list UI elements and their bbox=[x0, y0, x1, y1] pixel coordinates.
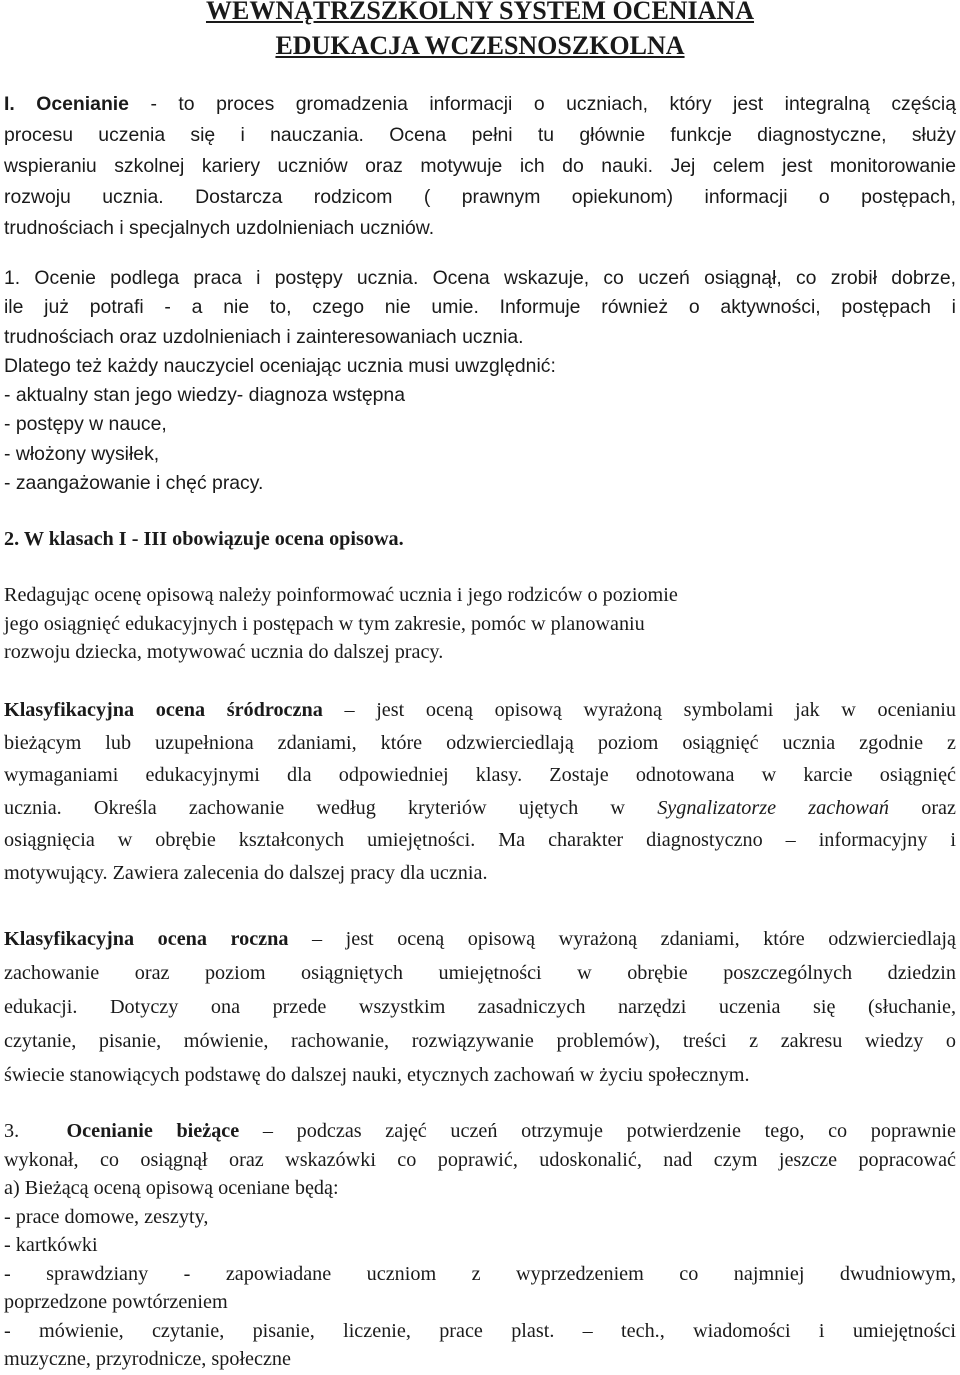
srodroczna-paragraph bbox=[4, 694, 956, 889]
roczna-line-3: edukacji. Dotyczy ona przede wszystkim zasadniczych narzędzi uczenia się (słuchanie, bbox=[4, 996, 956, 1018]
section-2-line-1: Redagując ocenę opisową należy poinformować ucznia i jego rodziców o poziomie bbox=[4, 584, 678, 606]
section-i-line-4: rozwoju ucznia. Dostarcza rodzicom ( prawnym opiekunom) informacji o postępach, bbox=[4, 186, 956, 208]
section-i-paragraph bbox=[4, 89, 956, 244]
sygnalizator-reference: Sygnalizatorze zachowań bbox=[657, 796, 890, 819]
section-3-line-1: 3. Ocenianie bieżące – podczas zajęć uczeń otrzymuje potwierdzenie tego, co poprawnie bbox=[4, 1120, 956, 1142]
roczna-paragraph bbox=[4, 922, 956, 1092]
list-item: - postępy w nauce, bbox=[4, 413, 167, 436]
section-2-line-2: jego osiągnięć edukacyjnych i postępach w tym zakresie, pomóc w planowaniu bbox=[4, 612, 645, 635]
section-1-line-1: 1. Ocenie podlega praca i postępy ucznia. Ocena wskazuje, co uczeń osiągnął, co zrobił dobrze, bbox=[4, 267, 956, 289]
section-2-paragraph bbox=[4, 581, 956, 667]
list-item-continuation: muzyczne, przyrodnicze, społeczne bbox=[4, 1348, 291, 1370]
section-i-line-1: I. Ocenianie - to proces gromadzenia informacji o uczniach, który jest integralną częścią bbox=[4, 93, 956, 115]
list-item-continuation: poprzedzone powtórzeniem bbox=[4, 1291, 228, 1313]
list-item: - zaangażowanie i chęć pracy. bbox=[4, 472, 264, 495]
list-item: - sprawdziany - zapowiadane uczniom z wyprzedzeniem co najmniej dwudniowym, bbox=[4, 1262, 956, 1285]
srodroczna-line-2: bieżącym lub uzupełniona zdaniami, które odzwierciedlają poziom osiągnięć ucznia zgodnie z bbox=[4, 731, 956, 754]
section-2-heading: 2. W klasach I - III obowiązuje ocena opisowa. bbox=[4, 528, 404, 550]
document-subtitle: EDUKACJA WCZESNOSZKOLNA bbox=[275, 31, 685, 60]
section-1-line-2: ile już potrafi - a nie to, czego nie umie. Informuje również o aktywności, postępach i bbox=[4, 296, 956, 319]
roczna-line-1: Klasyfikacyjna ocena roczna – jest oceną opisową wyrażoną zdaniami, które odzwierciedlają bbox=[4, 928, 956, 950]
section-i-term: Ocenianie bbox=[36, 93, 129, 115]
section-2-line-3: rozwoju dziecka, motywować ucznia do dalszej pracy. bbox=[4, 641, 444, 663]
roczna-line-5: świecie stanowiących podstawę do dalszej nauki, etycznych zachowań w życiu społecznym. bbox=[4, 1064, 750, 1086]
section-3-line-2: wykonał, co osiągnął oraz wskazówki co poprawić, udoskonalić, nad czym jeszcze popracować bbox=[4, 1148, 956, 1171]
section-3-term: Ocenianie bieżące bbox=[66, 1120, 240, 1142]
srodroczna-term: Klasyfikacyjna ocena śródroczna bbox=[4, 699, 323, 721]
section-1-line-3: trudnościach oraz uzdolnieniach i zainteresowaniach ucznia. bbox=[4, 325, 524, 348]
section-3-number: 3. bbox=[4, 1120, 20, 1142]
roczna-term: Klasyfikacyjna ocena roczna bbox=[4, 928, 289, 950]
srodroczna-line-3: wymaganiami edukacyjnymi dla odpowiedniej klasy. Zostaje odnotowana w karcie osiągnięć bbox=[4, 764, 956, 786]
srodroczna-line-5: osiągnięcia w obrębie kształconych umiejętności. Ma charakter diagnostyczno – informacyjny i bbox=[4, 829, 956, 851]
roczna-line-4: czytanie, pisanie, mówienie, rachowanie, rozwiązywanie problemów), treści z zakresu wiedzy o bbox=[4, 1030, 956, 1052]
list-item: - mówienie, czytanie, pisanie, liczenie, prace plast. – tech., wiadomości i umiejętności bbox=[4, 1319, 956, 1342]
section-i-line-3: wspieraniu szkolnej kariery uczniów oraz motywuje ich do nauki. Jej celem jest monitorowanie bbox=[4, 155, 956, 177]
list-item: - prace domowe, zeszyty, bbox=[4, 1205, 209, 1228]
list-item: - aktualny stan jego wiedzy- diagnoza wstępna bbox=[4, 384, 405, 407]
srodroczna-line-1: Klasyfikacyjna ocena śródroczna – jest oceną opisową wyrażoną symbolami jak w ocenianiu bbox=[4, 699, 956, 721]
section-3-line-3: a) Bieżącą oceną opisową oceniane będą: bbox=[4, 1177, 339, 1199]
section-1-paragraph bbox=[4, 264, 956, 498]
list-item: - włożony wysiłek, bbox=[4, 442, 160, 465]
section-i-line-5: trudnościach i specjalnych uzdolnieniach uczniów. bbox=[4, 217, 435, 239]
srodroczna-line-4: ucznia. Określa zachowanie według kryteriów ujętych w Sygnalizatorze zachowań oraz bbox=[4, 796, 956, 819]
roczna-line-2: zachowanie oraz poziom osiągniętych umiejętności w obrębie poszczególnych dziedzin bbox=[4, 962, 956, 984]
section-i-line-2: procesu uczenia się i nauczania. Ocena pełni tu głównie funkcje diagnostyczne, służy bbox=[4, 124, 956, 146]
list-item: - kartkówki bbox=[4, 1234, 98, 1256]
section-1-line-4: Dlatego też każdy nauczyciel oceniając ucznia musi uwzględnić: bbox=[4, 354, 556, 377]
srodroczna-line-6: motywujący. Zawiera zalecenia do dalszej pracy dla ucznia. bbox=[4, 861, 488, 884]
document-title: WEWNĄTRZSZKOLNY SYSTEM OCENIANA bbox=[205, 0, 755, 25]
section-3-paragraph bbox=[4, 1117, 956, 1374]
section-i-label: I. bbox=[4, 93, 15, 115]
